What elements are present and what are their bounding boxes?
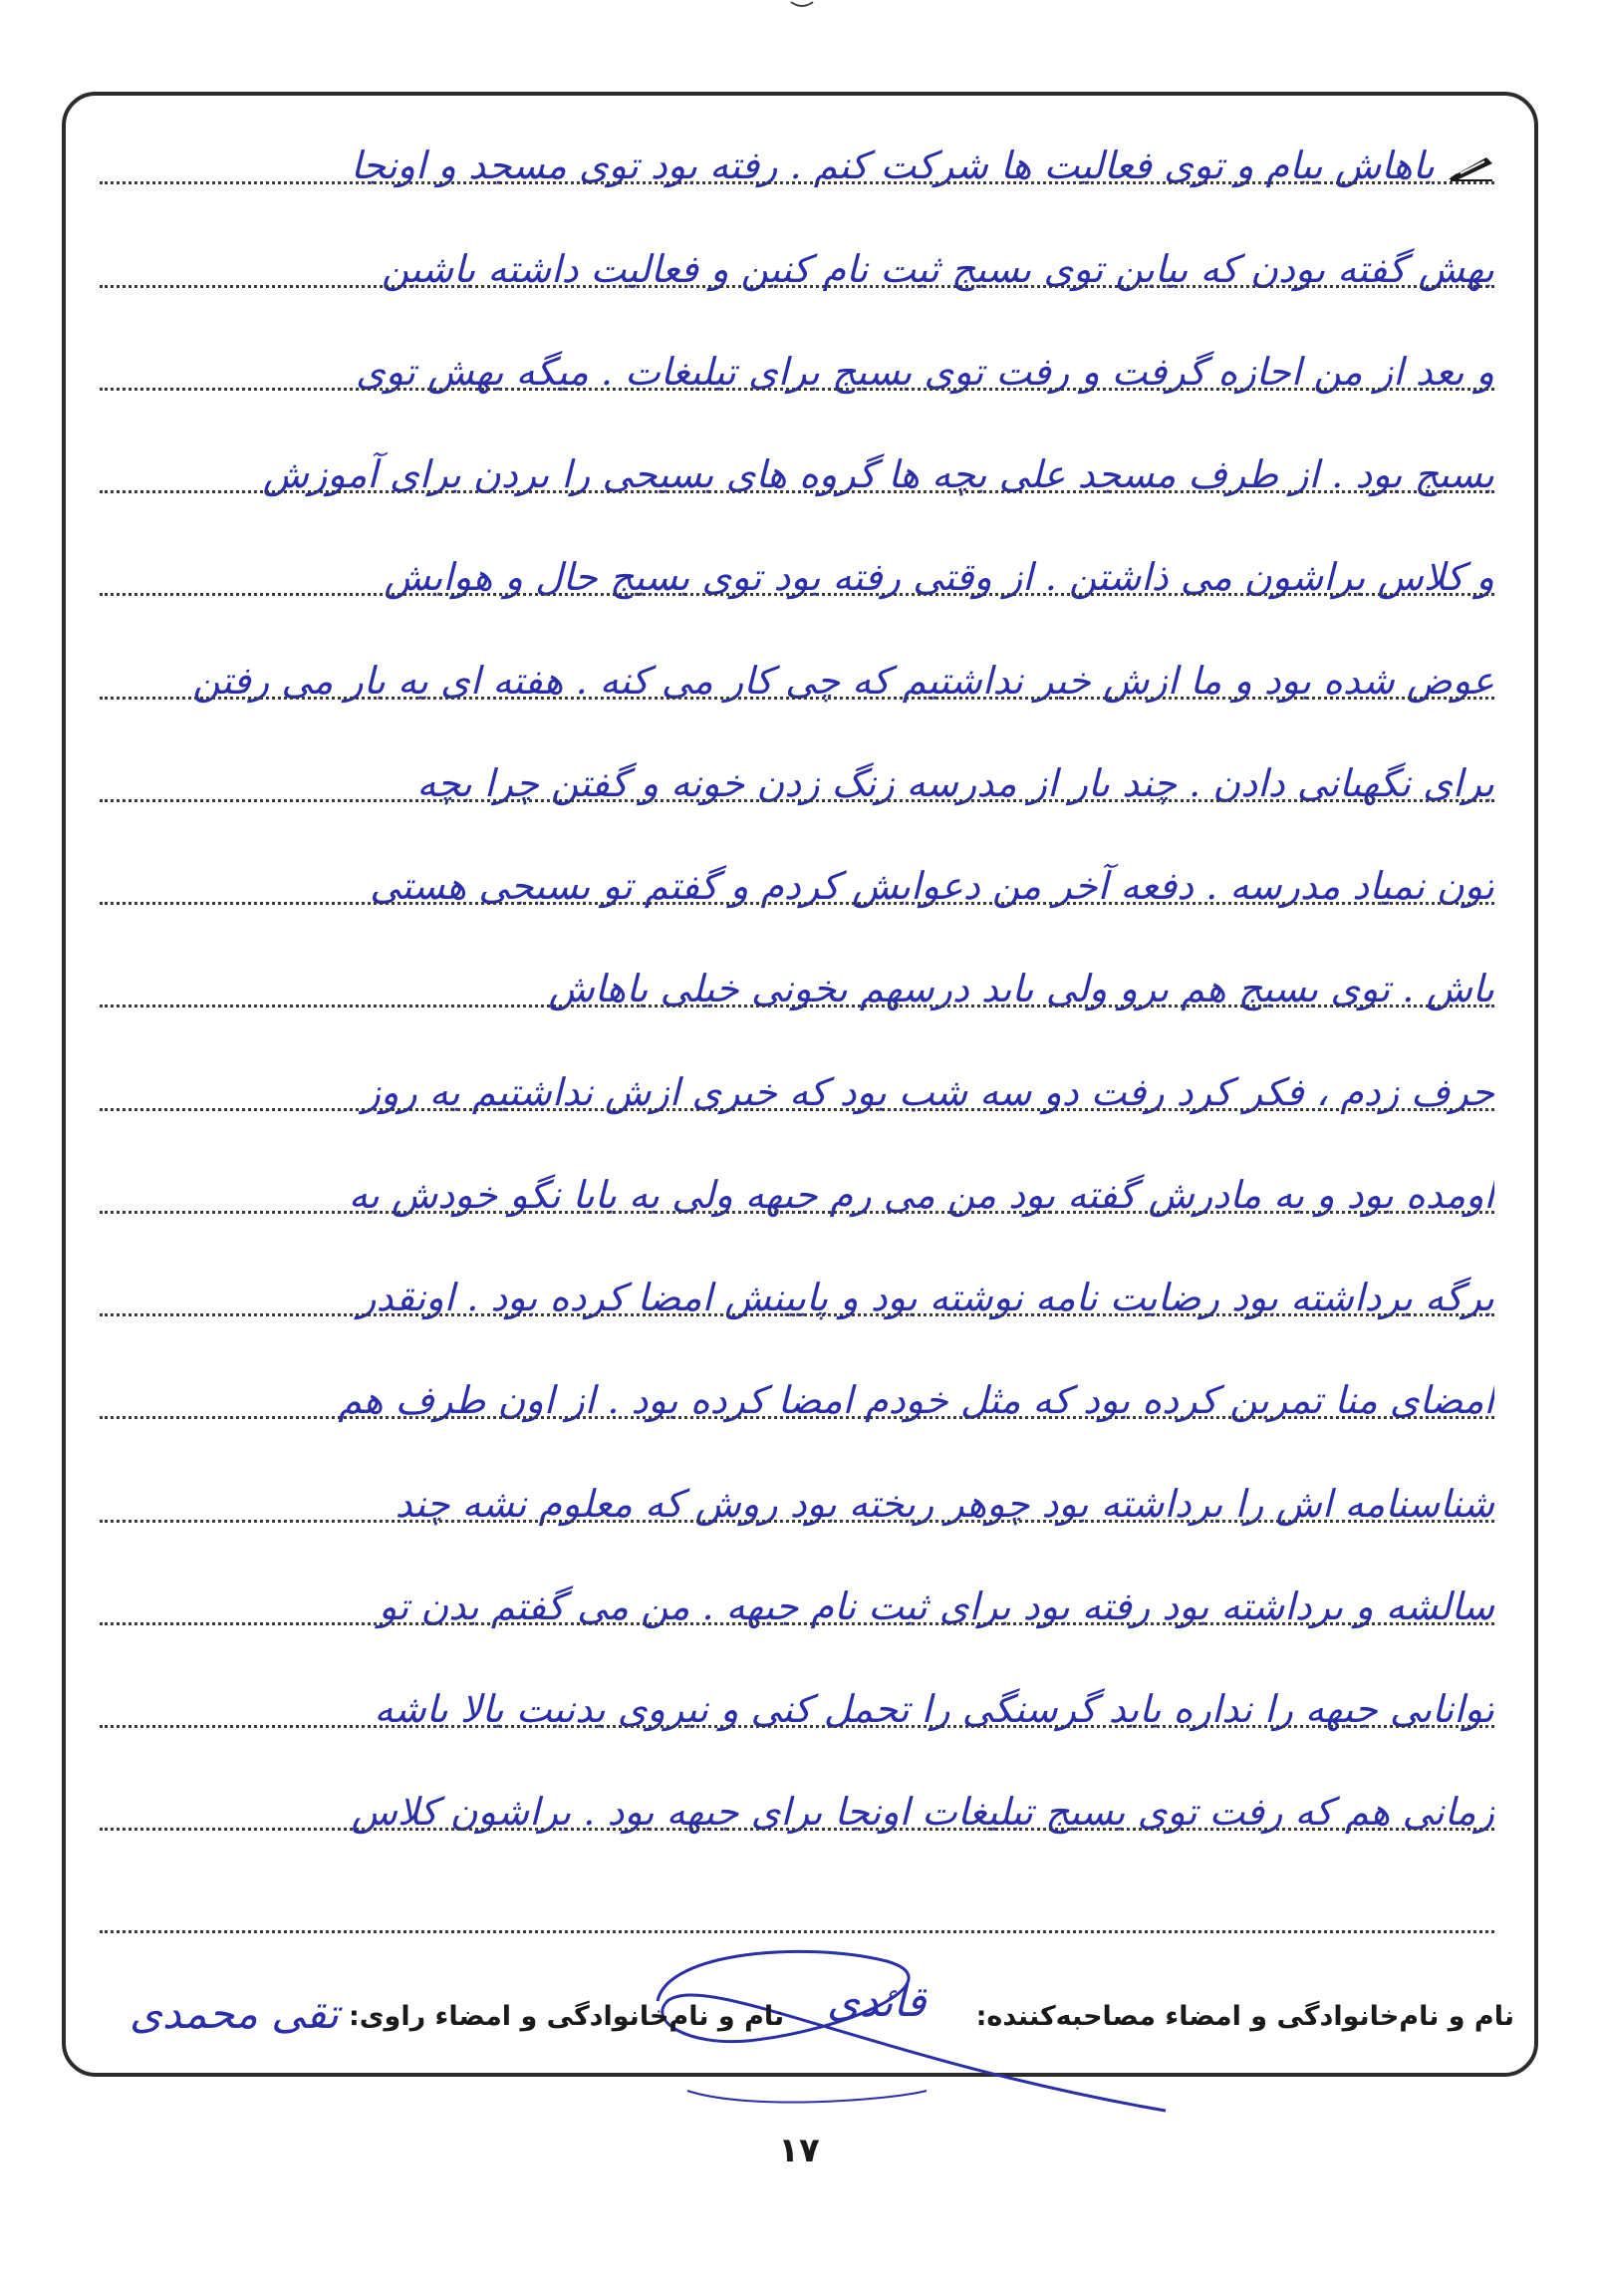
handwritten-line: تون نمیاد مدرسه . دفعه آخر من دعوایش کردم و گفتم تو بسیجی هستی xyxy=(370,864,1494,908)
ruled-line xyxy=(100,1930,1494,1933)
ruled-line xyxy=(100,1004,1494,1007)
handwritten-line: و بعد از من اجازه گرفت و رفت توی بسیج برای تبلیغات . میگه بهش توی xyxy=(356,350,1494,394)
ruled-line xyxy=(100,799,1494,802)
handwritten-line: و کلاس براشون می ذاشتن . از وقتی رفته بود توی بسیج حال و هوایش xyxy=(384,555,1494,599)
ruled-line xyxy=(100,181,1494,184)
handwritten-line: امضای منا تمرین کرده بود که مثل خودم امضا کرده بود . از اون طرف هم xyxy=(338,1378,1494,1422)
narrator-signature: تقی محمدی xyxy=(130,1989,340,2038)
ruled-line xyxy=(100,1313,1494,1316)
ruled-line xyxy=(100,490,1494,493)
ruled-line xyxy=(100,1520,1494,1523)
ruled-line xyxy=(100,697,1494,700)
handwritten-line: عوض شده بود و ما ازش خبر نداشتیم که چی کار می کنه . هفته ای یه بار می رفتن xyxy=(192,659,1494,703)
ruled-line xyxy=(100,593,1494,596)
handwritten-line: توانایی جبهه را نداره باید گرسنگی را تحمل کنی و نیروی بدنیت بالا باشه xyxy=(374,1687,1494,1731)
ruled-line xyxy=(100,1108,1494,1111)
page-number: ۱۷ xyxy=(778,2131,820,2170)
narrator-signature-label: نام و نام‌خانوادگی و امضاء راوی: xyxy=(349,2001,785,2032)
ruled-line xyxy=(100,1416,1494,1419)
ruled-line xyxy=(100,1622,1494,1625)
ruled-line xyxy=(100,902,1494,905)
signature-footer xyxy=(110,1977,1514,2051)
ruled-line xyxy=(100,1725,1494,1728)
ruled-line xyxy=(100,1828,1494,1831)
ruled-line xyxy=(100,285,1494,288)
handwritten-line: باش . توی بسیج هم برو ولی باید درسهم بخونی خیلی باهاش xyxy=(548,967,1494,1010)
interviewer-signature: قائدی xyxy=(827,1977,927,2026)
handwritten-line: شناسنامه اش را برداشته بود چوهر ریخته بود روش که معلوم نشه چند xyxy=(395,1482,1494,1526)
ruled-line xyxy=(100,388,1494,391)
handwritten-line: حرف زدم ، فکر کرد رفت دو سه شب بود که خبری ازش نداشتیم یه روز xyxy=(362,1070,1494,1114)
handwritten-line: باهاش بیام و توی فعالیت ها شرکت کنم . رفته بود توی مسجد و اونجا xyxy=(350,144,1435,187)
handwritten-line: زمانی هم که رفت توی بسیج تبلیغات اونجا برای جبهه بود . براشون کلاس xyxy=(351,1790,1494,1834)
handwritten-line: برای نگهبانی دادن . چند بار از مدرسه زنگ زدن خونه و گفتن چرا بچه xyxy=(416,761,1494,805)
handwritten-line: بهش گفته بودن که بیاین توی بسیج ثبت نام کنین و فعالیت داشته باشین xyxy=(381,247,1494,291)
handwritten-line: بسیج بود . از طرف مسجد علی بچه ها گروه های بسیجی را بردن برای آموزش xyxy=(262,452,1494,496)
ruled-line xyxy=(100,1211,1494,1214)
handwritten-line: سالشه و برداشته بود رفته بود برای ثبت نام جبهه . من می گفتم بدن تو xyxy=(379,1584,1494,1628)
handwritten-line: برگه برداشته بود رضایت نامه نوشته بود و پایینش امضا کرده بود . اونقدر xyxy=(358,1276,1494,1319)
interviewer-signature-label: نام و نام‌خانوادگی و امضاء مصاحبه‌کننده: xyxy=(975,2001,1514,2032)
handwritten-line: اومده بود و به مادرش گفته بود من می رم جبهه ولی به بابا نگو خودش یه xyxy=(348,1173,1494,1217)
